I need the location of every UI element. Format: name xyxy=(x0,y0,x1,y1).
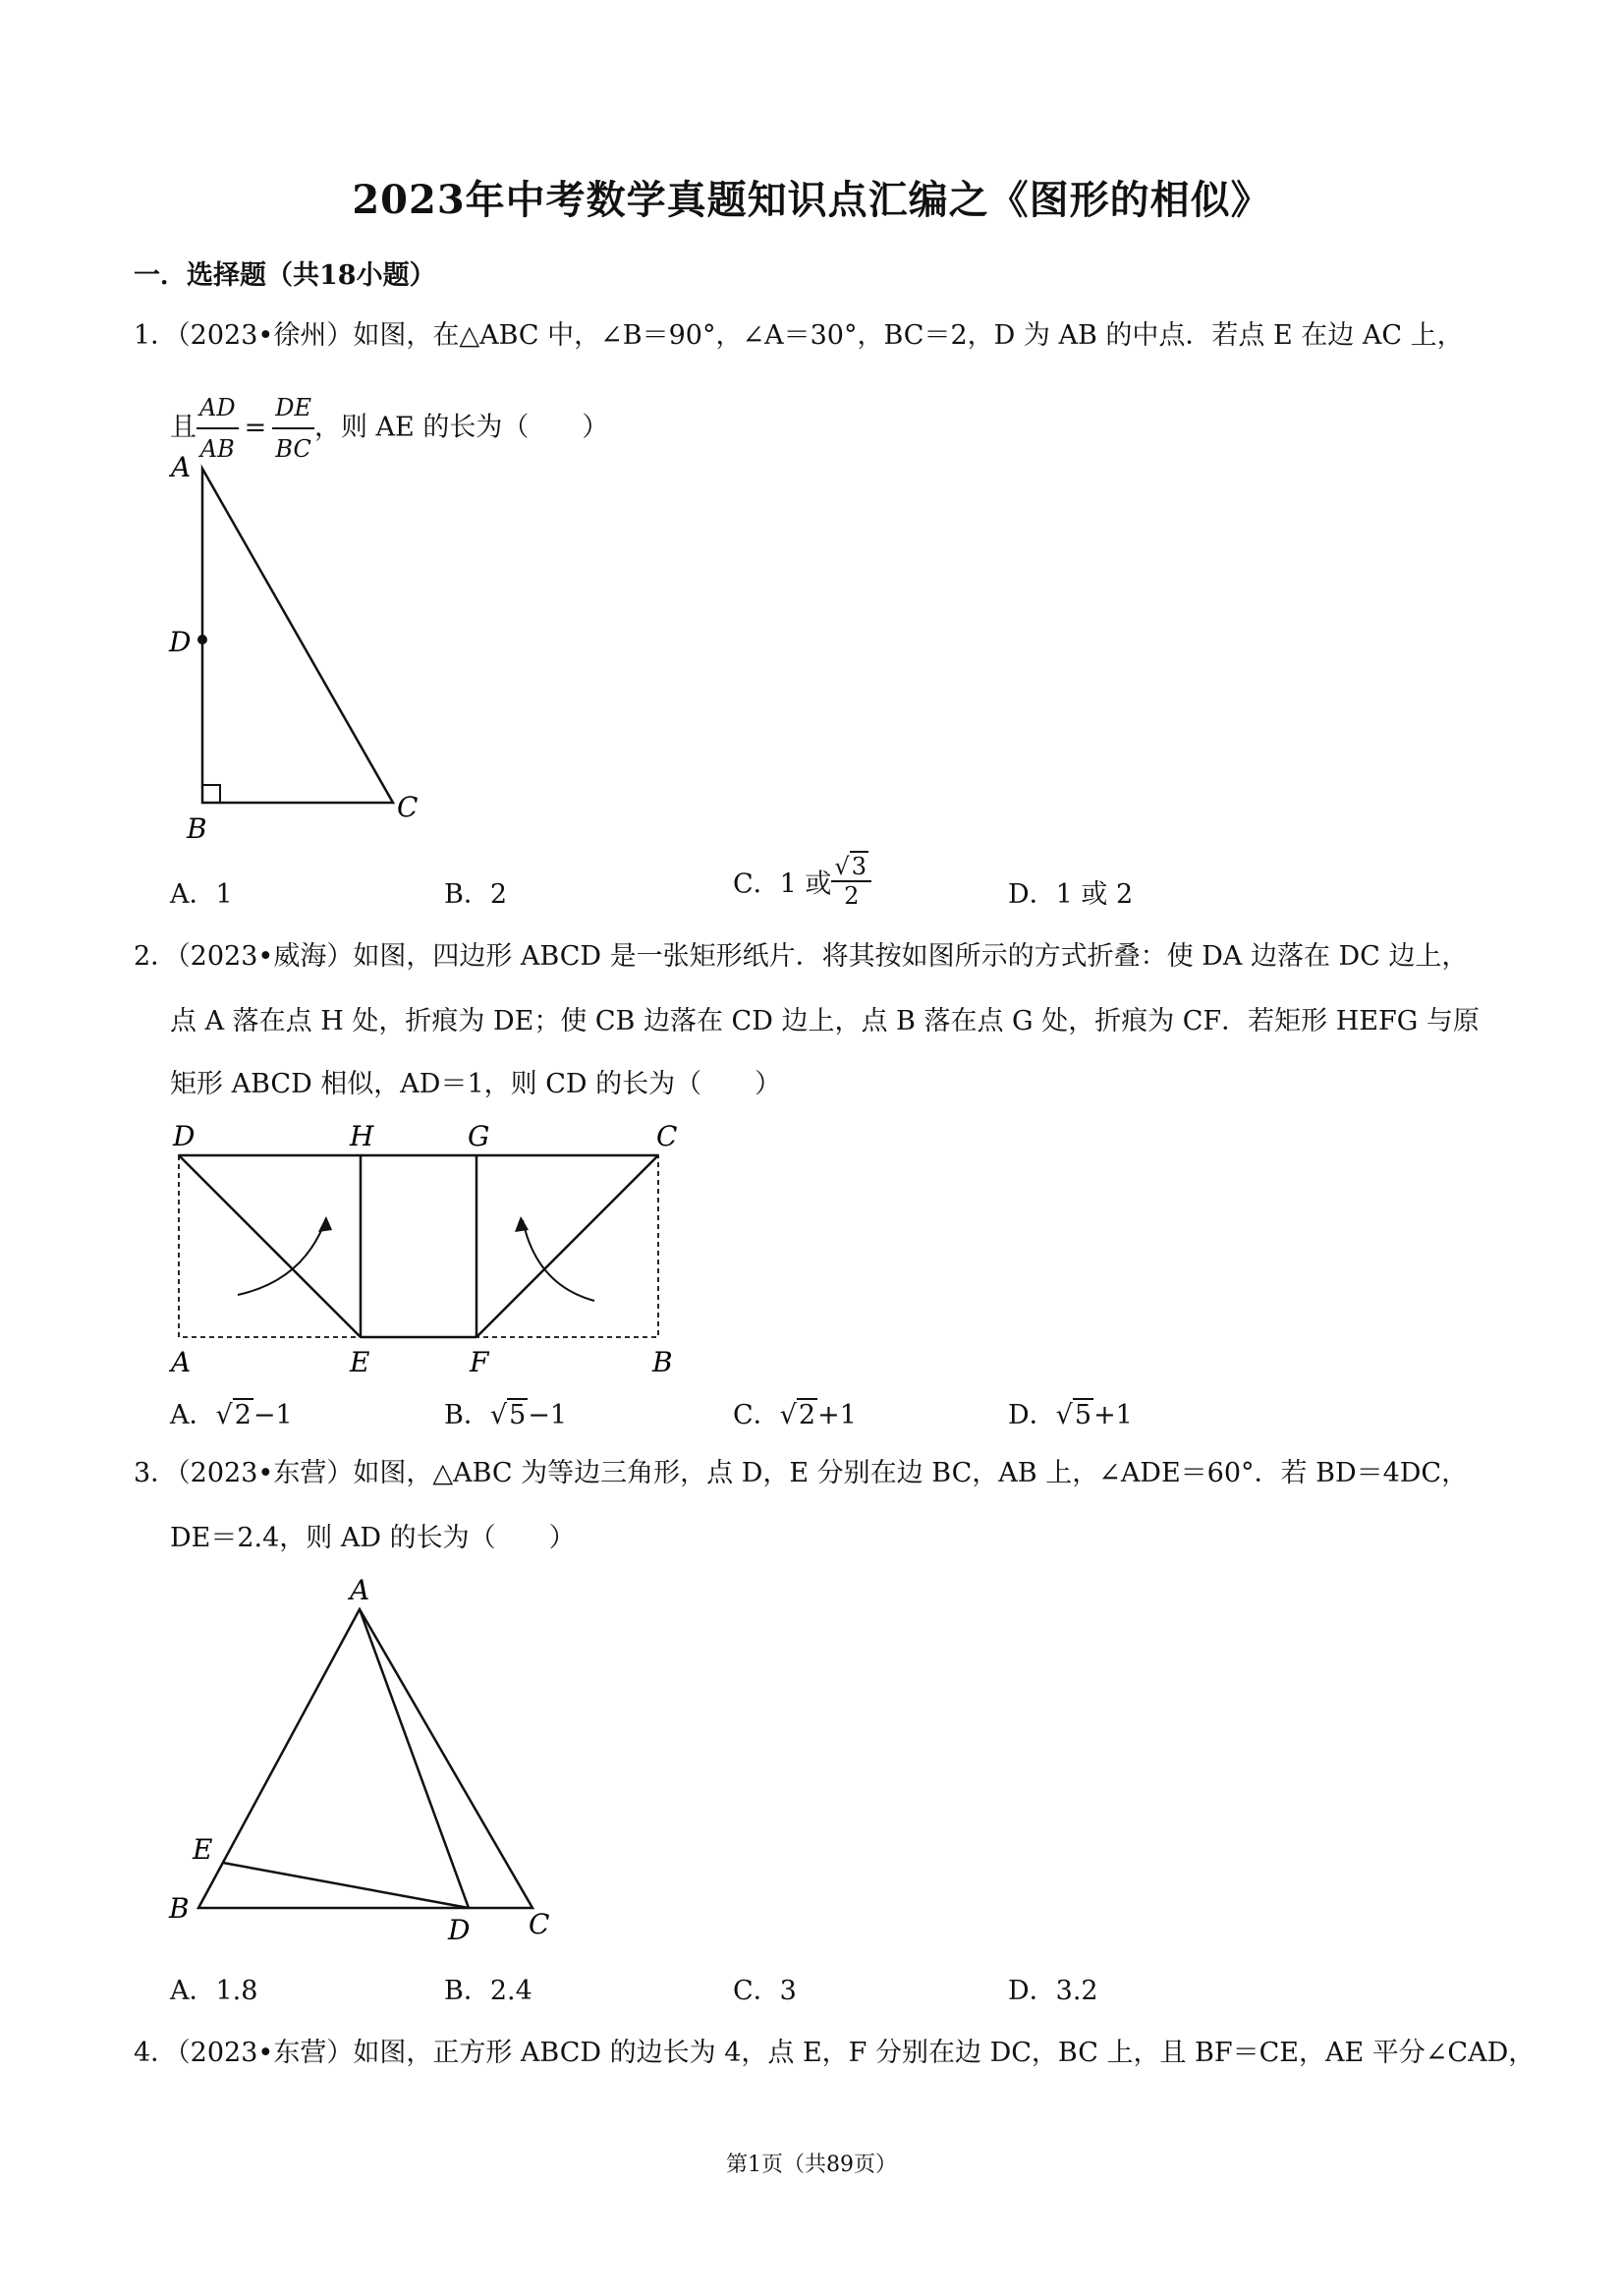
q2-label-c: C xyxy=(656,1120,678,1152)
q2-option-b-post: −1 xyxy=(528,1400,568,1430)
q1-frac1-num: AD xyxy=(196,388,239,429)
q2-option-b-pre: B． xyxy=(444,1400,490,1430)
q1-eq: = xyxy=(244,412,267,443)
q3-label-d: D xyxy=(448,1914,471,1945)
q2-figure-rectangle-fold xyxy=(157,1118,707,1375)
q3-option-d[interactable]: D．3.2 xyxy=(1008,1976,1098,2006)
q4-stem-line1: 4．（2023•东营）如图，正方形 ABCD 的边长为 4，点 E，F 分别在边 DC，BC 上，且 BF＝CE，AE 平分∠CAD， xyxy=(134,2038,1536,2068)
q1-line2-pre: 且 xyxy=(170,412,196,443)
q1-option-c-num: √3 xyxy=(831,853,871,882)
q2-label-g: G xyxy=(468,1120,490,1152)
q2-option-c-radicand: 2 xyxy=(798,1400,816,1430)
q3-label-b: B xyxy=(169,1892,190,1925)
section-heading: 一．选择题（共18小题） xyxy=(134,260,436,291)
q3-stem-line1: 3．（2023•东营）如图，△ABC 为等边三角形，点 D，E 分别在边 BC，AB 上，∠ADE＝60°．若 BD＝4DC， xyxy=(134,1458,1469,1488)
q2-label-h: H xyxy=(350,1120,374,1152)
q3-option-c[interactable]: C．3 xyxy=(733,1976,797,2006)
q2-option-d-post: +1 xyxy=(1093,1400,1133,1430)
q2-option-a-pre: A． xyxy=(170,1400,216,1430)
q1-option-c-pre: C．1 或 xyxy=(733,868,832,900)
q1-option-a[interactable]: A．1 xyxy=(170,879,233,910)
q2-stem-line2: 点 A 落在点 H 处，折痕为 DE；使 CB 边落在 CD 边上，点 B 落在点 G 处，折痕为 CF．若矩形 HEFG 与原 xyxy=(170,1006,1480,1036)
q1-option-d[interactable]: D．1 或 2 xyxy=(1008,879,1134,910)
q2-option-a[interactable]: A．√2−1 xyxy=(170,1400,293,1430)
q3-option-b[interactable]: B．2.4 xyxy=(444,1976,532,2006)
q1-figure-triangle xyxy=(157,447,442,850)
q1-frac2-den: BC xyxy=(275,435,311,463)
q1-label-c: C xyxy=(397,791,419,823)
q2-option-d-radicand: 5 xyxy=(1074,1400,1092,1430)
q2-option-c-post: +1 xyxy=(817,1400,857,1430)
q2-label-d: D xyxy=(173,1120,196,1152)
q1-option-b[interactable]: B．2 xyxy=(444,879,508,910)
q2-option-b-radicand: 5 xyxy=(509,1400,527,1430)
q3-option-a[interactable]: A．1.8 xyxy=(170,1976,258,2006)
q2-label-f: F xyxy=(470,1346,489,1375)
page-footer: 第1页（共89页） xyxy=(726,2153,897,2177)
q3-label-e: E xyxy=(193,1833,213,1866)
q1-stem-line1: 1．（2023•徐州）如图，在△ABC 中，∠B＝90°，∠A＝30°，BC＝2，D 为 AB 的中点．若点 E 在边 AC 上， xyxy=(134,320,1464,351)
q3-label-a: A xyxy=(350,1574,370,1606)
q1-label-d: D xyxy=(169,626,192,658)
q1-option-c-radicand: 3 xyxy=(851,853,867,880)
q3-figure-equilateral-triangle xyxy=(157,1572,570,1945)
q1-option-c-den: 2 xyxy=(844,882,860,910)
q3-label-c: C xyxy=(529,1908,550,1940)
q2-option-d[interactable]: D．√5+1 xyxy=(1008,1400,1133,1430)
q3-stem-line2: DE＝2.4，则 AD 的长为（ ） xyxy=(170,1523,576,1553)
q1-label-b: B xyxy=(187,812,207,845)
q2-option-a-post: −1 xyxy=(252,1400,293,1430)
q2-label-a: A xyxy=(171,1346,192,1375)
q1-option-c-frac xyxy=(831,853,871,910)
q2-option-b[interactable]: B．√5−1 xyxy=(444,1400,568,1430)
q2-option-c-pre: C． xyxy=(733,1400,780,1430)
q2-stem-line3: 矩形 ABCD 相似，AD＝1，则 CD 的长为（ ） xyxy=(170,1069,782,1099)
q2-option-a-radicand: 2 xyxy=(234,1400,252,1430)
q2-label-b: B xyxy=(652,1346,673,1375)
q1-line2-post: ，则 AE 的长为（ ） xyxy=(313,412,609,443)
q1-label-a: A xyxy=(171,451,192,483)
q1-frac1-den: AB xyxy=(199,435,235,463)
q2-label-e: E xyxy=(350,1346,370,1375)
q1-option-c[interactable] xyxy=(733,853,871,910)
q1-frac2-num: DE xyxy=(272,388,314,429)
q2-stem-line1: 2．（2023•威海）如图，四边形 ABCD 是一张矩形纸片．将其按如图所示的方式折叠：使 DA 边落在 DC 边上， xyxy=(134,941,1469,972)
q2-option-c[interactable]: C．√2+1 xyxy=(733,1400,857,1430)
page-title: 2023年中考数学真题知识点汇编之《图形的相似》 xyxy=(352,177,1271,223)
q2-option-d-pre: D． xyxy=(1008,1400,1056,1430)
